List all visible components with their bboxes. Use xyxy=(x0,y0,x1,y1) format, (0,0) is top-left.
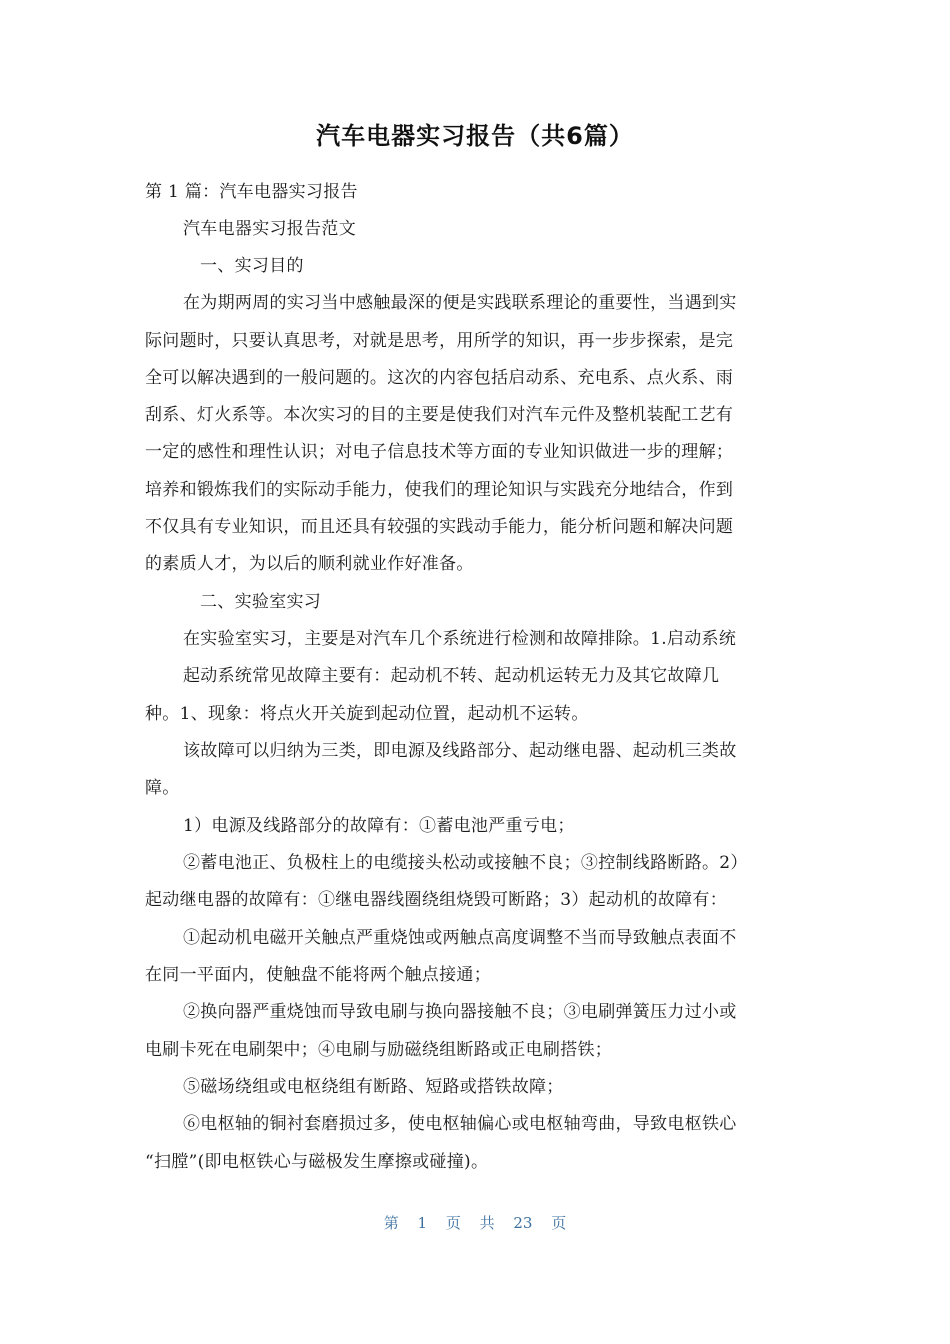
paragraph-line: 全可以解决遇到的一般问题的。这次的内容包括启动系、充电系、点火系、雨 xyxy=(145,368,734,388)
paragraph-line: ②蓄电池正、负极柱上的电缆接头松动或接触不良；③控制线路断路。2） xyxy=(183,853,748,873)
paragraph-line: 的素质人才，为以后的顺利就业作好准备。 xyxy=(145,554,474,574)
paragraph-line: 1）电源及线路部分的故障有：①蓄电池严重亏电； xyxy=(183,816,575,836)
paragraph-line: 培养和锻炼我们的实际动手能力，使我们的理论知识与实践充分地结合，作到 xyxy=(145,480,734,500)
document-title: 汽车电器实习报告（共6篇） xyxy=(316,122,634,150)
paragraph-line: 刮系、灯火系等。本次实习的目的主要是使我们对汽车元件及整机装配工艺有 xyxy=(145,405,734,425)
paragraph-line: 不仅具有专业知识，而且还具有较强的实践动手能力，能分析问题和解决问题 xyxy=(145,517,734,537)
paragraph-line: 在同一平面内，使触盘不能将两个触点接通； xyxy=(145,965,491,985)
paragraph-line: 起动继电器的故障有：①继电器线圈绕组烧毁可断路；3）起动机的故障有： xyxy=(145,890,728,910)
heading-purpose: 一、实习目的 xyxy=(200,256,304,276)
paragraph-line: 在实验室实习，主要是对汽车几个系统进行检测和故障排除。1.启动系统 xyxy=(183,629,737,649)
paragraph-line: “扫膛”(即电枢铁心与磁极发生摩擦或碰撞)。 xyxy=(145,1152,489,1172)
paragraph-line: 种。1、现象：将点火开关旋到起动位置，起动机不运转。 xyxy=(145,704,589,724)
paragraph-line: ⑤磁场绕组或电枢绕组有断路、短路或搭铁故障； xyxy=(183,1077,564,1097)
paragraph-line: 该故障可以归纳为三类，即电源及线路部分、起动继电器、起动机三类故 xyxy=(183,741,737,761)
section-heading: 第 1 篇：汽车电器实习报告 xyxy=(145,182,358,202)
paragraph-line: ①起动机电磁开关触点严重烧蚀或两触点高度调整不当而导致触点表面不 xyxy=(183,928,737,948)
paragraph-line: 电刷卡死在电刷架中；④电刷与励磁绕组断路或正电刷搭铁； xyxy=(145,1040,613,1060)
paragraph-line: 障。 xyxy=(145,778,180,798)
page-number-footer: 第 1 页 共 23 页 xyxy=(383,1214,567,1232)
paragraph-line: ②换向器严重烧蚀而导致电刷与换向器接触不良；③电刷弹簧压力过小或 xyxy=(183,1002,737,1022)
paragraph-line: 际问题时，只要认真思考，对就是思考，用所学的知识，再一步步探索，是完 xyxy=(145,331,734,351)
paragraph-line: ⑥电枢轴的铜衬套磨损过多，使电枢轴偏心或电枢轴弯曲，导致电枢铁心 xyxy=(183,1114,737,1134)
paragraph-line: 在为期两周的实习当中感触最深的便是实践联系理论的重要性，当遇到实 xyxy=(183,293,737,313)
paragraph-line: 一定的感性和理性认识；对电子信息技术等方面的专业知识做进一步的理解； xyxy=(145,442,734,462)
subtitle: 汽车电器实习报告范文 xyxy=(183,219,356,239)
heading-lab: 二、实验室实习 xyxy=(200,592,322,612)
paragraph-line: 起动系统常见故障主要有：起动机不转、起动机运转无力及其它故障几 xyxy=(183,666,720,686)
